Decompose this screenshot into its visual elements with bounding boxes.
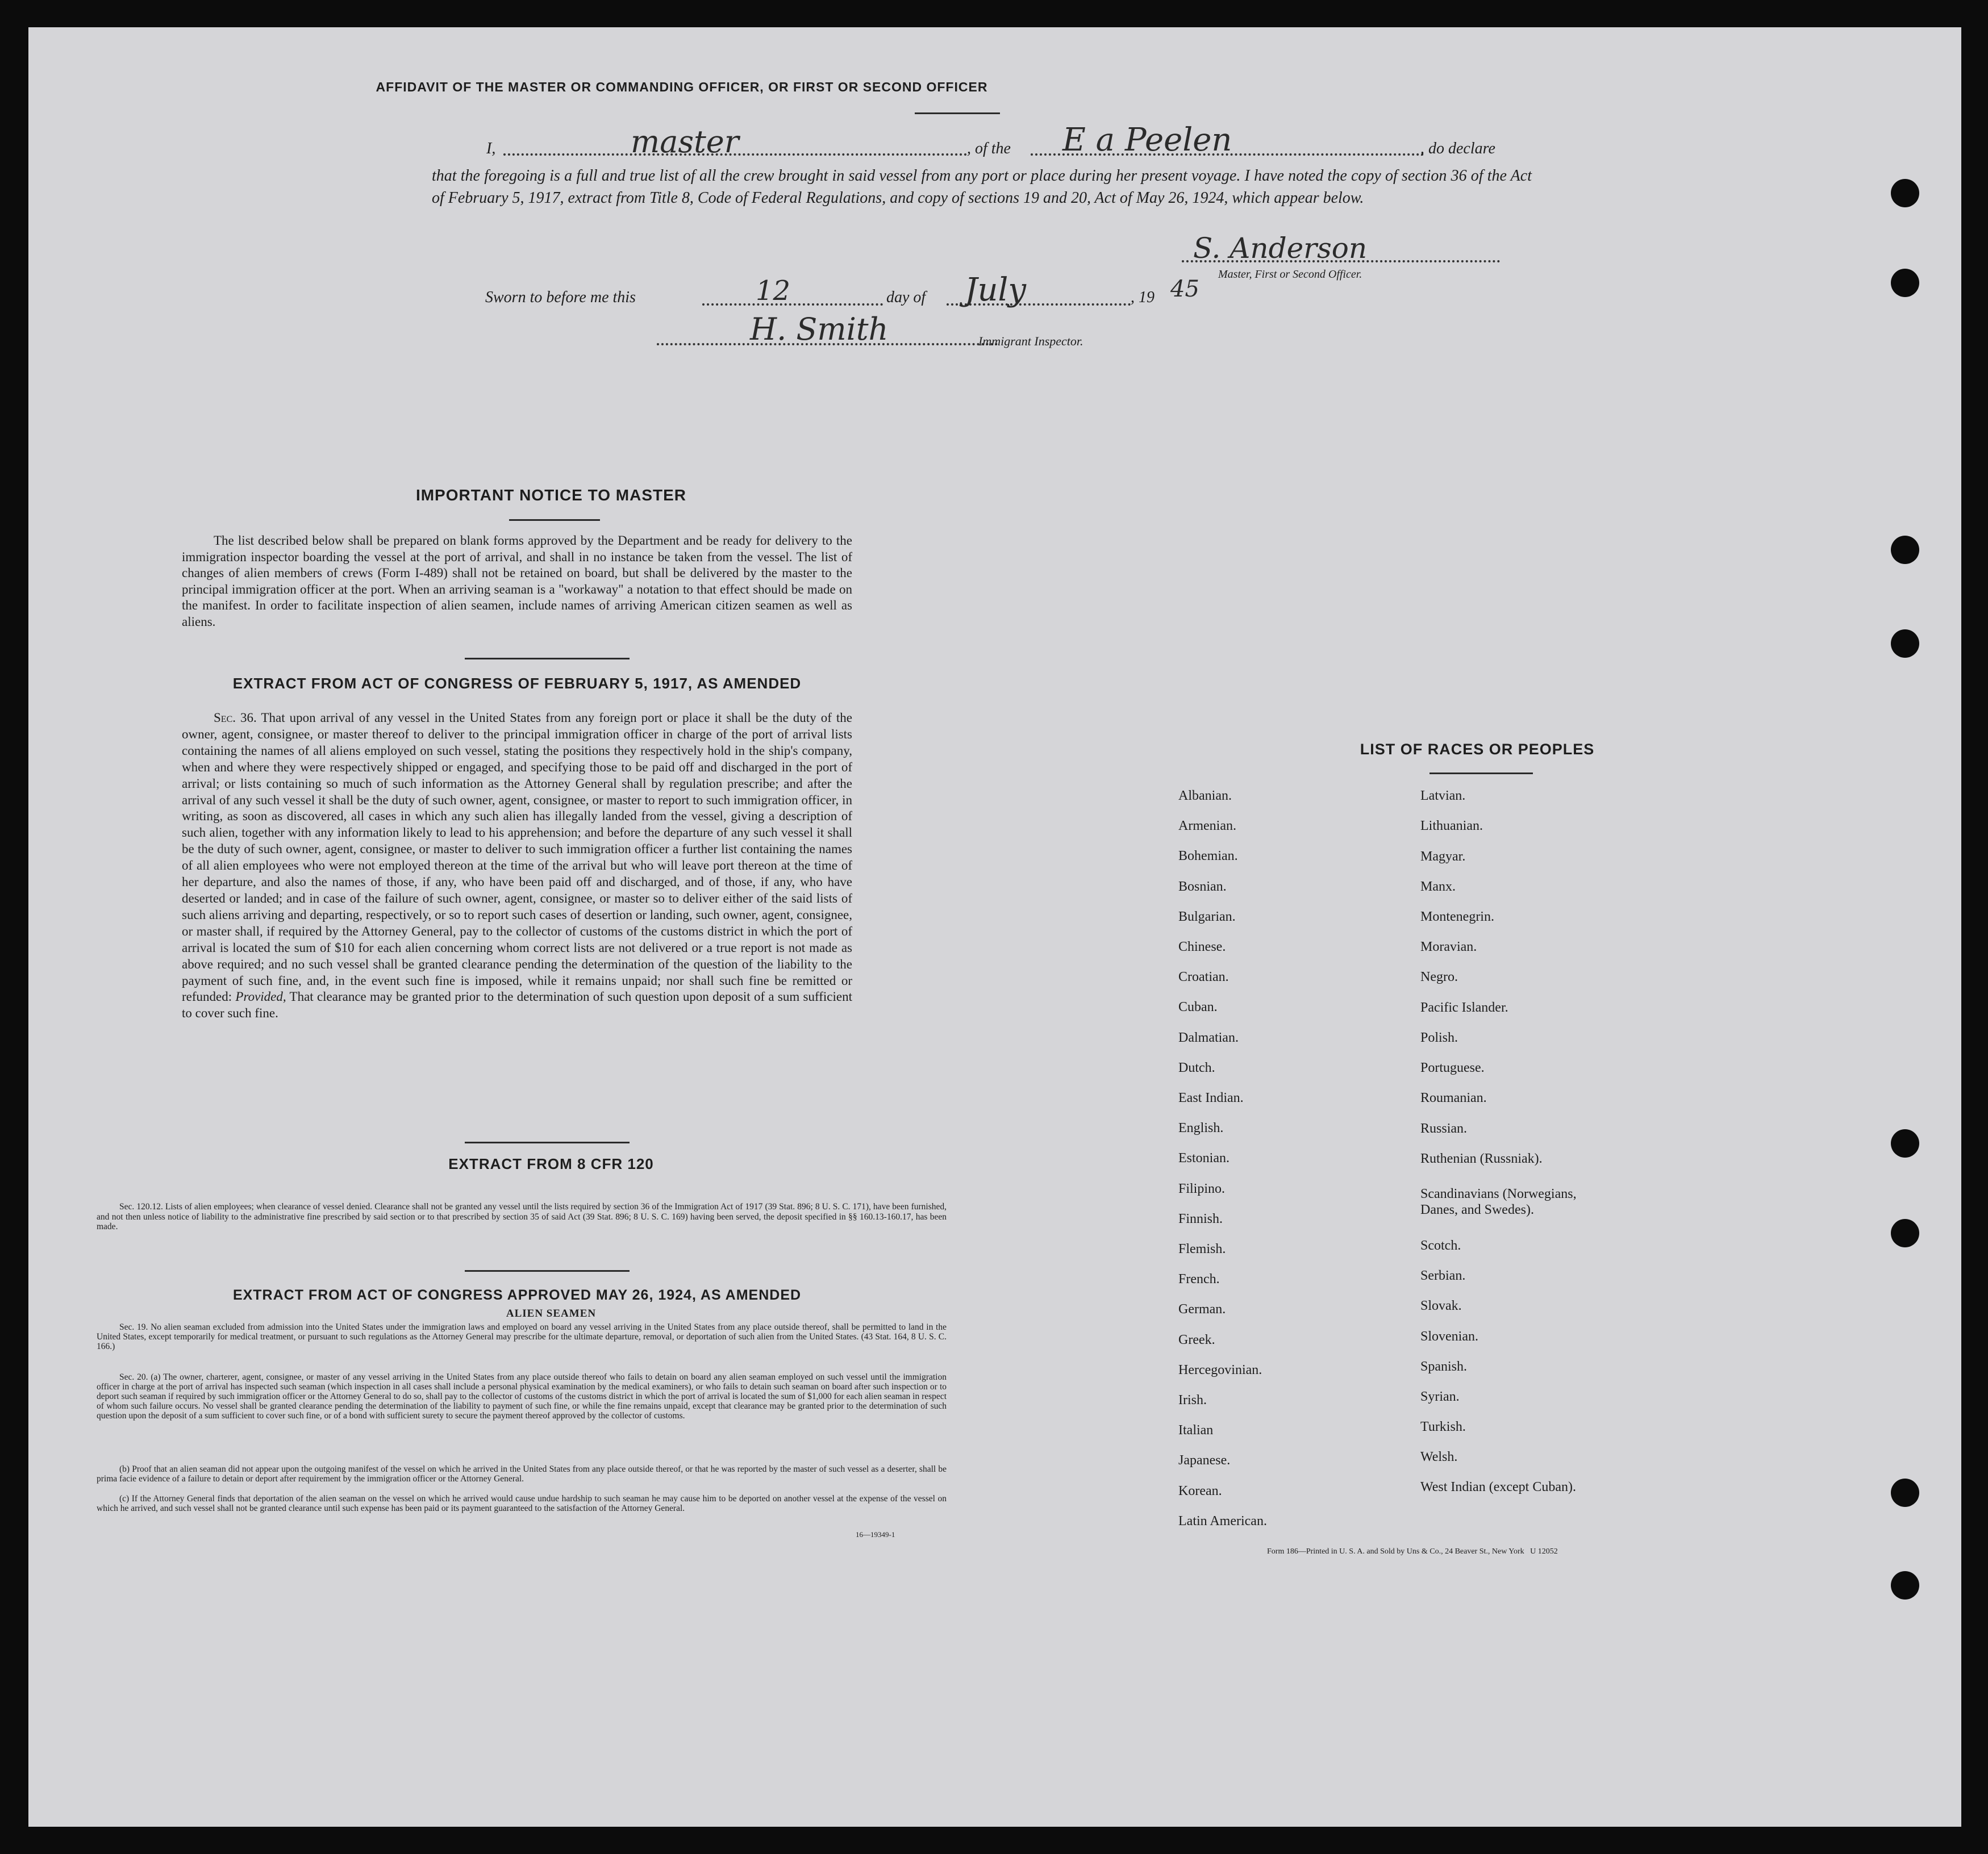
punch-hole <box>1891 1129 1919 1158</box>
race-item: Scandinavians (Norwegians, Danes, and Swedes). <box>1420 1187 1577 1217</box>
race-item: Filipino. <box>1178 1181 1226 1196</box>
sec20b-text: (b) Proof that an alien seaman did not appear upon the outgoing manifest of the vessel on which he arrived in the United States from any place outside thereof, or that he was reported by the master of such vessel as a deserter, shall be prima facie evidence of a failure to detain or deport after requirement by the immigration officer or the Attorney General. <box>97 1464 947 1484</box>
race-item: Korean. <box>1178 1483 1222 1498</box>
race-item: East Indian. <box>1178 1091 1244 1105</box>
month-handwriting: July <box>965 272 1027 308</box>
race-item: Manx. <box>1420 879 1456 894</box>
race-item: Chinese. <box>1178 939 1226 954</box>
affidavit-i-label: I, <box>486 140 496 157</box>
notice-text: The list described below shall be prepared on blank forms approved by the Department and be ready for delivery to the immigration inspector boarding the vessel at the port of arrival, and shall in no instance be taken from the vessel. The list of changes of alien members of crews (Form I-489) shall not be retained on board, but shall be delivered by the master to the principal immigration officer at the port. When an arriving seaman is a "workaway" a notation to that effect should be made on the manifest. In order to facilitate inspection of alien seamen, include names of arriving American citizen seamen as well as aliens. <box>182 533 852 629</box>
sec19-text: Sec. 19. No alien seaman excluded from admission into the United States under the immigration laws and employed on board any vessel arriving in the United States from any place outside thereof, shall be permitted to land in the United States, except temporarily for medical treatment, or pursuant to such regulations as the Attorney General may prescribe for the ultimate departure, removal, or deportation of such alien from the United States. (43 Stat. 164, 8 U. S. C. 166.) <box>97 1322 947 1351</box>
sec36-label: Sec. 36. <box>214 711 257 725</box>
race-item: Roumanian. <box>1420 1091 1487 1105</box>
master-signature: S. Anderson <box>1193 232 1368 265</box>
race-item: Italian <box>1178 1423 1214 1438</box>
race-item: Polish. <box>1420 1030 1458 1045</box>
race-item: Croatian. <box>1178 970 1229 985</box>
race-item: West Indian (except Cuban). <box>1420 1480 1576 1494</box>
sec20c-text: (c) If the Attorney General finds that deportation of the alien seaman on the vessel on which he arrived would cause undue hardship to such seaman he may cause him to be deported on another vessel at the expense of the vessel on which he arrived, and such vessel shall not be granted clearance until such expense has been paid or its payment guaranteed to the satisfaction of the Attorney General. <box>97 1494 947 1513</box>
sec36-body: That upon arrival of any vessel in the United States from any foreign port or place it shall be the duty of the owner, agent, consignee, or master thereof to deliver to the principal immigration officer in charge of the port of arrival lists containing the names of all aliens employed on such vessel, stating the positions they respectively hold in the ship's company, when and where they were respectively shipped or engaged, and specifying those to be paid off and discharged in the port of arrival; or lists containing so much of such information as the Attorney General shall by regulation prescribe; and after the arrival of any such vessel it shall be the duty of such owner, agent, consignee, or master to report to such immigration officer, in writing, as soon as discovered, all cases in which any such alien has illegally landed from the vessel, giving a description of such alien, together with any information likely to lead to his apprehension; and before the departure of any such vessel it shall be the duty of such owner, agent, consignee, or master to deliver to such immigration officer a further list containing the names of all alien employees who were not employed thereon at the time of the arrival but who will leave port thereon at the time of her departure, and also the names of those, if any, who have been paid off and discharged, and of those, if any, who have deserted or landed; and in case of the failure of such owner, agent, consignee, or master so to deliver either of the said lists of such aliens arriving and departing, respectively, or so to report such cases of desertion or landing, such owner, agent, consignee, or master shall, if required by the Attorney General, pay to the collector of customs of the customs district in which the port of arrival is located the sum of $10 for each alien concerning whom correct lists are not delivered or a true report is not made as above required; and no such vessel shall be granted clearance pending the determination of the question of the liability to the payment of such fine, and, in the event such fine is imposed, while it remains unpaid; nor shall such fine be remitted or refunded: <box>182 711 852 1004</box>
race-item: English. <box>1178 1121 1224 1136</box>
race-item: Moravian. <box>1420 939 1477 954</box>
punch-hole <box>1891 1571 1919 1600</box>
race-item: Flemish. <box>1178 1242 1226 1256</box>
document-page <box>28 27 1961 1827</box>
inspector-signature: H. Smith <box>750 311 889 347</box>
inspector-caption: Immigrant Inspector. <box>978 334 1083 348</box>
signature-line <box>1182 260 1500 262</box>
year-handwriting: 45 <box>1170 276 1199 302</box>
race-item: Latin American. <box>1178 1513 1267 1529</box>
punch-hole <box>1891 629 1919 658</box>
punch-hole <box>1891 269 1919 297</box>
extract-cfr-title: EXTRACT FROM 8 CFR 120 <box>448 1155 654 1172</box>
race-item: Russian. <box>1420 1121 1468 1136</box>
race-item: Ruthenian (Russniak). <box>1420 1151 1543 1166</box>
punch-hole <box>1891 1479 1919 1507</box>
races-title: LIST OF RACES OR PEOPLES <box>1360 741 1595 758</box>
year-prefix: , 19 <box>1131 289 1155 306</box>
race-item: Latvian. <box>1420 788 1466 803</box>
race-item: Pacific Islander. <box>1420 1000 1508 1015</box>
race-item: Irish. <box>1178 1393 1207 1408</box>
title-rule <box>915 112 1000 114</box>
extract-1924-title: EXTRACT FROM ACT OF CONGRESS APPROVED MAY 26, 1924, AS AMENDED <box>232 1287 802 1303</box>
race-item: Armenian. <box>1178 819 1236 834</box>
race-item: Bosnian. <box>1178 879 1227 894</box>
race-item: Negro. <box>1420 970 1458 984</box>
race-item: Spanish. <box>1420 1359 1468 1374</box>
race-item: Albanian. <box>1178 788 1232 803</box>
extract-cfr-text: Sec. 120.12. Lists of alien employees; when clearance of vessel denied. Clearance shall not be granted any vessel until the lists required by section 36 of the Immigration Act of 1917 (39 Stat. 896; 8 U. S. C. 171), have been furnished, and not then unless notice of liability to the administrative fine prescribed by said section or to that prescribed by section 35 of said Act (39 Stat. 896; 8 U. S. C. 169) having been served, the deposit specified in §§ 160.13-160.17, has been made. <box>97 1202 947 1231</box>
race-item: Finnish. <box>1178 1211 1223 1226</box>
race-item: Lithuanian. <box>1420 819 1483 833</box>
race-item: German. <box>1178 1302 1226 1317</box>
race-item: Estonian. <box>1178 1151 1230 1166</box>
race-item: Syrian. <box>1420 1389 1460 1404</box>
day-line <box>702 303 883 306</box>
punch-hole <box>1891 179 1919 207</box>
race-item: Portuguese. <box>1420 1060 1485 1075</box>
race-item: Slovak. <box>1420 1298 1462 1313</box>
race-item: Dalmatian. <box>1178 1030 1239 1045</box>
signature-caption: Master, First or Second Officer. <box>1218 268 1362 281</box>
day-of-label: day of <box>886 289 926 306</box>
punch-hole <box>1891 1219 1919 1247</box>
section-rule-3 <box>465 1270 630 1272</box>
sworn-label: Sworn to before me this <box>485 289 636 306</box>
day-handwriting: 12 <box>756 275 791 307</box>
extract-1917-title: EXTRACT FROM ACT OF CONGRESS OF FEBRUARY 5, 1917, AS AMENDED <box>232 675 802 692</box>
race-item: Montenegrin. <box>1420 909 1494 924</box>
affidavit-body: that the foregoing is a full and true list of all the crew brought in said vessel from any port or place during her present voyage. I have noted the copy of section 36 of the Act of February 5, 1917, extract from Title 8, Code of Federal Regulations, and copy of sections 19 and 20, Act of May 26, 1924, which appear below. <box>432 167 1532 207</box>
race-item: Bulgarian. <box>1178 909 1236 924</box>
race-item: Magyar. <box>1420 849 1466 864</box>
race-item: Turkish. <box>1420 1419 1466 1434</box>
officer-handwriting: master <box>631 124 739 160</box>
section-rule-1 <box>465 658 630 659</box>
race-item: Hercegovinian. <box>1178 1362 1262 1377</box>
section-rule-2 <box>465 1142 630 1143</box>
race-item: Serbian. <box>1420 1268 1466 1283</box>
race-item: Cuban. <box>1178 1000 1218 1015</box>
provided-word: Provided, <box>235 989 286 1004</box>
sec20a-text: Sec. 20. (a) The owner, charterer, agent, consignee, or master of any vessel arriving in the United States from any place outside thereof who fails to detain on board any alien seaman employed on such vessel until the immigration officer in charge at the port of arrival has inspected such seaman (which inspection in all cases shall include a personal physical examination by the medical examiners), or who fails to detain such seaman on board after such inspection or to deport such seaman if required by such immigration officer or the Attorney General to do so, shall pay to the collector of customs of the customs district in which the port of arrival is located the sum of $1,000 for each alien seaman in respect of whom such failure occurs. No vessel shall be granted clearance pending the determination of the liability to payment of such fine, or while the fine remains unpaid, except that clearance may be granted prior to the determination of such question upon the deposit of a sum sufficient to cover such fine, or of a bond with sufficient surety to secure the payment thereof approved by the collector of customs. <box>97 1372 947 1421</box>
do-declare-label: , do declare <box>1420 140 1495 157</box>
race-item: Welsh. <box>1420 1450 1458 1464</box>
race-item: Dutch. <box>1178 1060 1215 1075</box>
race-item: Japanese. <box>1178 1453 1231 1468</box>
extract-1917-text <box>182 710 852 1022</box>
vessel-handwriting: E a Peelen <box>1062 122 1232 158</box>
notice-title: IMPORTANT NOTICE TO MASTER <box>415 486 687 504</box>
race-item: Scotch. <box>1420 1238 1461 1253</box>
race-item: French. <box>1178 1272 1220 1287</box>
races-rule <box>1429 772 1533 774</box>
race-item: Bohemian. <box>1178 849 1238 864</box>
form-footer: Form 186—Printed in U. S. A. and Sold by Uns & Co., 24 Beaver St., New York U 12052 <box>1267 1547 1558 1556</box>
punch-hole <box>1891 536 1919 564</box>
race-item: Slovenian. <box>1420 1329 1478 1344</box>
alien-seamen-subtitle: ALIEN SEAMEN <box>506 1308 597 1319</box>
print-code: 16—19349-1 <box>856 1530 895 1539</box>
sec36-end: That clearance may be granted prior to the determination of such question upon deposit of a sum sufficient to cover such fine. <box>182 989 852 1021</box>
notice-rule <box>509 519 600 521</box>
of-the-label: , of the <box>967 140 1011 157</box>
race-item: Greek. <box>1178 1332 1215 1347</box>
affidavit-title: AFFIDAVIT OF THE MASTER OR COMMANDING OFFICER, OR FIRST OR SECOND OFFICER <box>376 80 988 94</box>
